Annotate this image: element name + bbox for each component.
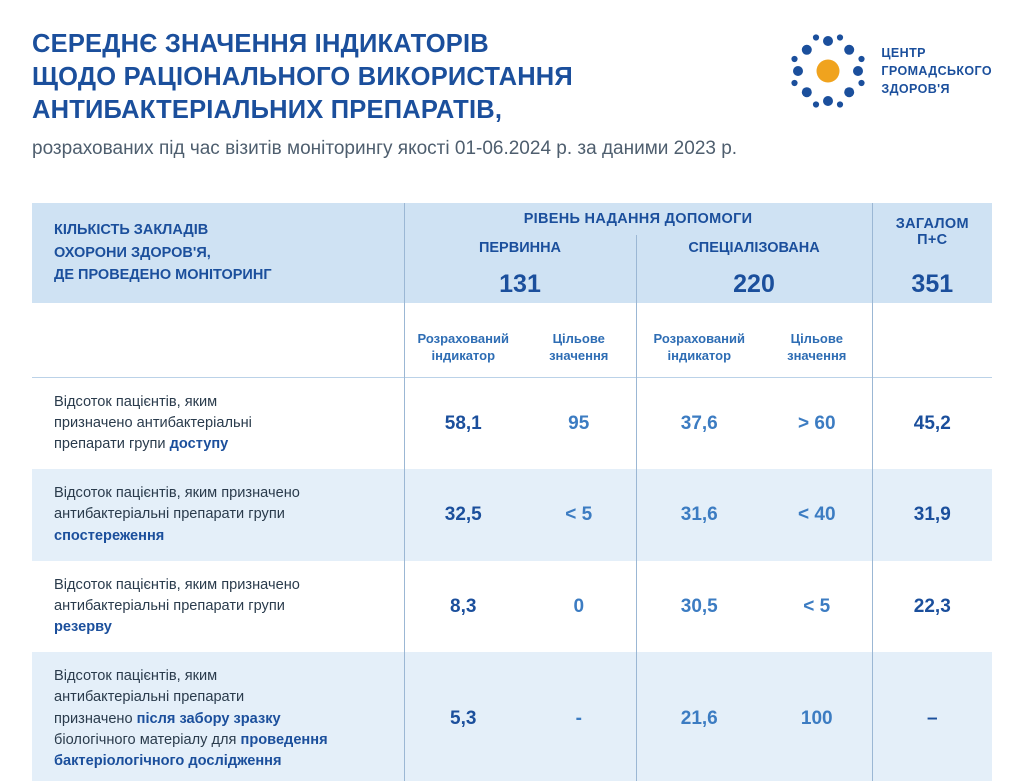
sun-circle-icon — [789, 32, 867, 110]
row-total: 31,9 — [872, 469, 992, 560]
table-row — [32, 469, 992, 560]
spacer-cell — [32, 303, 404, 317]
corner-header-line-2: ОХОРОНИ ЗДОРОВ'Я, — [54, 244, 211, 261]
logo-text — [881, 44, 992, 98]
row-primary-target: - — [575, 708, 582, 730]
table-spacer-row — [32, 303, 992, 317]
table-header-row-1 — [32, 203, 992, 235]
total-count: 351 — [872, 263, 992, 303]
subheader-text: індикатор — [667, 347, 732, 363]
row-primary-calc: 32,5 — [404, 469, 522, 560]
page-subtitle: розрахованих під час візитів моніторингу якості 01-06.2024 р. за даними 2023 р. — [32, 138, 738, 160]
subheader-blank — [32, 317, 404, 377]
subheader-text: Цільове — [552, 331, 605, 346]
row-primary-target: 0 — [573, 595, 585, 617]
row-total: – — [872, 652, 992, 781]
row-specialized-calc: 37,6 — [636, 377, 762, 469]
level-specialized-count: 220 — [636, 263, 872, 303]
spacer-cell — [762, 303, 872, 317]
spacer-cell — [522, 303, 636, 317]
organization-logo — [789, 32, 992, 110]
row-description: Відсоток пацієнтів, яким призначено антибактеріальні препарати групи резерву — [54, 576, 300, 636]
row-primary-calc: 58,1 — [404, 377, 522, 469]
page-title-line-2: ЩОДО РАЦІОНАЛЬНОГО ВИКОРИСТАННЯ — [32, 63, 573, 92]
indicators-table — [32, 203, 992, 781]
table-row — [32, 652, 992, 781]
subheader-specialized-target — [762, 317, 872, 377]
row-total: 22,3 — [872, 561, 992, 652]
row-specialized-target: < 5 — [803, 595, 831, 617]
row-description: Відсоток пацієнтів, яким призначено антибактеріальні препарати групи спостереження — [54, 485, 300, 544]
spacer-cell — [872, 303, 992, 317]
level-of-care-header: РІВЕНЬ НАДАННЯ ДОПОМОГИ — [404, 203, 872, 235]
level-primary-label: ПЕРВИННА — [404, 235, 636, 263]
subheader-specialized-calc — [636, 317, 762, 377]
row-specialized-calc: 21,6 — [636, 652, 762, 781]
logo-text-line-3: ЗДОРОВ'Я — [881, 82, 950, 97]
subheader-text: Розрахований — [417, 331, 509, 346]
level-specialized-label: СПЕЦІАЛІЗОВАНА — [636, 235, 872, 263]
table-row — [32, 377, 992, 469]
row-description: Відсоток пацієнтів, яким антибактеріальні препарати призначено після забору зразку біологічного матеріалу для проведення бактеріологічного дослідження — [54, 668, 328, 769]
subheader-primary-target — [522, 317, 636, 377]
subheader-total-blank — [872, 317, 992, 377]
spacer-cell — [636, 303, 762, 317]
table-subheader-row — [32, 317, 992, 377]
corner-header — [32, 203, 404, 303]
logo-text-line-2: ГРОМАДСЬКОГО — [881, 63, 992, 78]
row-specialized-calc: 30,5 — [636, 561, 762, 652]
table-row — [32, 561, 992, 652]
row-primary-calc: 5,3 — [404, 652, 522, 781]
corner-header-line-3: ДЕ ПРОВЕДЕНО МОНІТОРИНГ — [54, 267, 272, 284]
total-header-line-1: ЗАГАЛОМ — [895, 216, 969, 232]
logo-text-line-1: ЦЕНТР — [881, 45, 926, 60]
total-header-line-2: П+С — [917, 232, 948, 248]
spacer-cell — [404, 303, 522, 317]
row-description: Відсоток пацієнтів, яким призначено антибактеріальні препарати групи доступу — [54, 393, 252, 453]
page-title-line-1: СЕРЕДНЄ ЗНАЧЕННЯ ІНДИКАТОРІВ — [32, 30, 489, 58]
header — [32, 28, 992, 162]
subheader-text: індикатор — [431, 347, 496, 363]
row-specialized-calc: 31,6 — [636, 469, 762, 560]
level-primary-count: 131 — [404, 263, 636, 303]
total-header — [872, 203, 992, 263]
subheader-text: значення — [549, 347, 609, 363]
row-specialized-target: > 60 — [798, 412, 836, 434]
page-title-line-3: АНТИБАКТЕРІАЛЬНИХ ПРЕПАРАТІВ, — [32, 96, 503, 125]
row-total: 45,2 — [872, 377, 992, 469]
subheader-text: Розрахований — [653, 331, 745, 346]
corner-header-line-1: КІЛЬКІСТЬ ЗАКЛАДІВ — [54, 222, 209, 239]
title-block — [32, 28, 738, 162]
subheader-text: Цільове — [790, 331, 843, 346]
row-specialized-target: < 40 — [798, 504, 836, 526]
subheader-primary-calc — [404, 317, 522, 377]
row-primary-target: < 5 — [565, 504, 593, 526]
row-primary-calc: 8,3 — [404, 561, 522, 652]
row-specialized-target: 100 — [800, 708, 833, 730]
subheader-text: значення — [787, 347, 847, 363]
row-primary-target: 95 — [568, 412, 590, 434]
